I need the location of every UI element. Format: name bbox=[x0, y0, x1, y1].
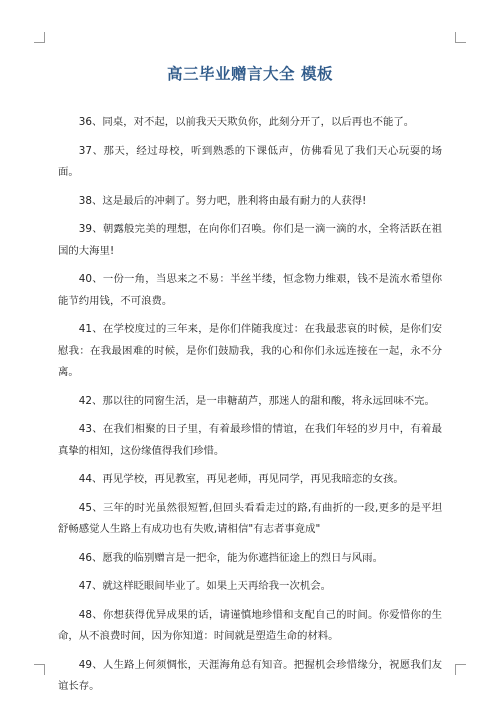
page-title: 高三毕业赠言大全 模板 bbox=[167, 65, 333, 83]
crop-mark-bottom-right bbox=[455, 664, 466, 675]
crop-mark-bottom-left bbox=[34, 664, 45, 675]
paragraph-39: 39、朝露般完美的理想，在向你们召唤。你们是一滴一滴的水，全将活跃在祖国的大海里! bbox=[58, 223, 442, 257]
crop-mark-top-right bbox=[455, 32, 466, 43]
paragraph-38: 38、这是最后的冲刺了。努力吧，胜利将由最有耐力的人获得! bbox=[78, 194, 367, 207]
paragraph-43: 43、在我们相聚的日子里，有着最珍惜的情谊，在我们年轻的岁月中，有着最真挚的相知，这份缘值得我们珍惜。 bbox=[58, 423, 442, 457]
crop-mark-top-left bbox=[34, 32, 45, 43]
paragraph-36: 36、同桌，对不起，以前我天天欺负你，此刻分开了，以后再也不能了。 bbox=[78, 116, 415, 128]
paragraph-47: 47、就这样眨眼间毕业了。如果上天再给我一次机会。 bbox=[78, 580, 332, 592]
paragraph-46: 46、愿我的临别赠言是一把伞，能为你遮挡征途上的烈日与风雨。 bbox=[78, 551, 383, 564]
paragraph-41: 41、在学校度过的三年来，是你们伴随我度过：在我最悲哀的时候，是你们安慰我：在我最困难的时候，是你们鼓励我，我的心和你们永远连接在一起，永不分离。 bbox=[58, 323, 442, 378]
document-body bbox=[58, 112, 442, 705]
paragraph-45: 45、三年的时光虽然很短暂,但回头看看走过的路,有曲折的一段,更多的是平坦舒畅感觉人生路上有成功也有失败,请相信"有志者事竟成" bbox=[58, 501, 442, 535]
paragraph-37: 37、那天，经过母校，听到熟悉的下课低声，仿佛看见了我们天心玩耍的场面。 bbox=[58, 144, 442, 178]
paragraph-42: 42、那以往的同窗生活，是一串糖葫芦，那迷人的甜和酸，将永远回味不完。 bbox=[78, 394, 435, 407]
paragraph-48: 48、你想获得优异成果的话，请谨慎地珍惜和支配自己的时间。你爱惜你的生命，从不浪费时间，因为你知道：时间就是塑造生命的材料。 bbox=[58, 608, 442, 642]
paragraph-40: 40、一份一角，当思来之不易：半丝半缕，恒念物力维艰，钱不是流水希望你能节约用钱，不可浪费。 bbox=[58, 273, 442, 307]
paragraph-44: 44、再见学校，再见教室，再见老师，再见同学，再见我暗恋的女孩。 bbox=[78, 473, 404, 485]
paragraph-49: 49、人生路上何须惆怅，天涯海角总有知音。把握机会珍惜缘分，祝愿我们友谊长存。 bbox=[58, 658, 442, 692]
